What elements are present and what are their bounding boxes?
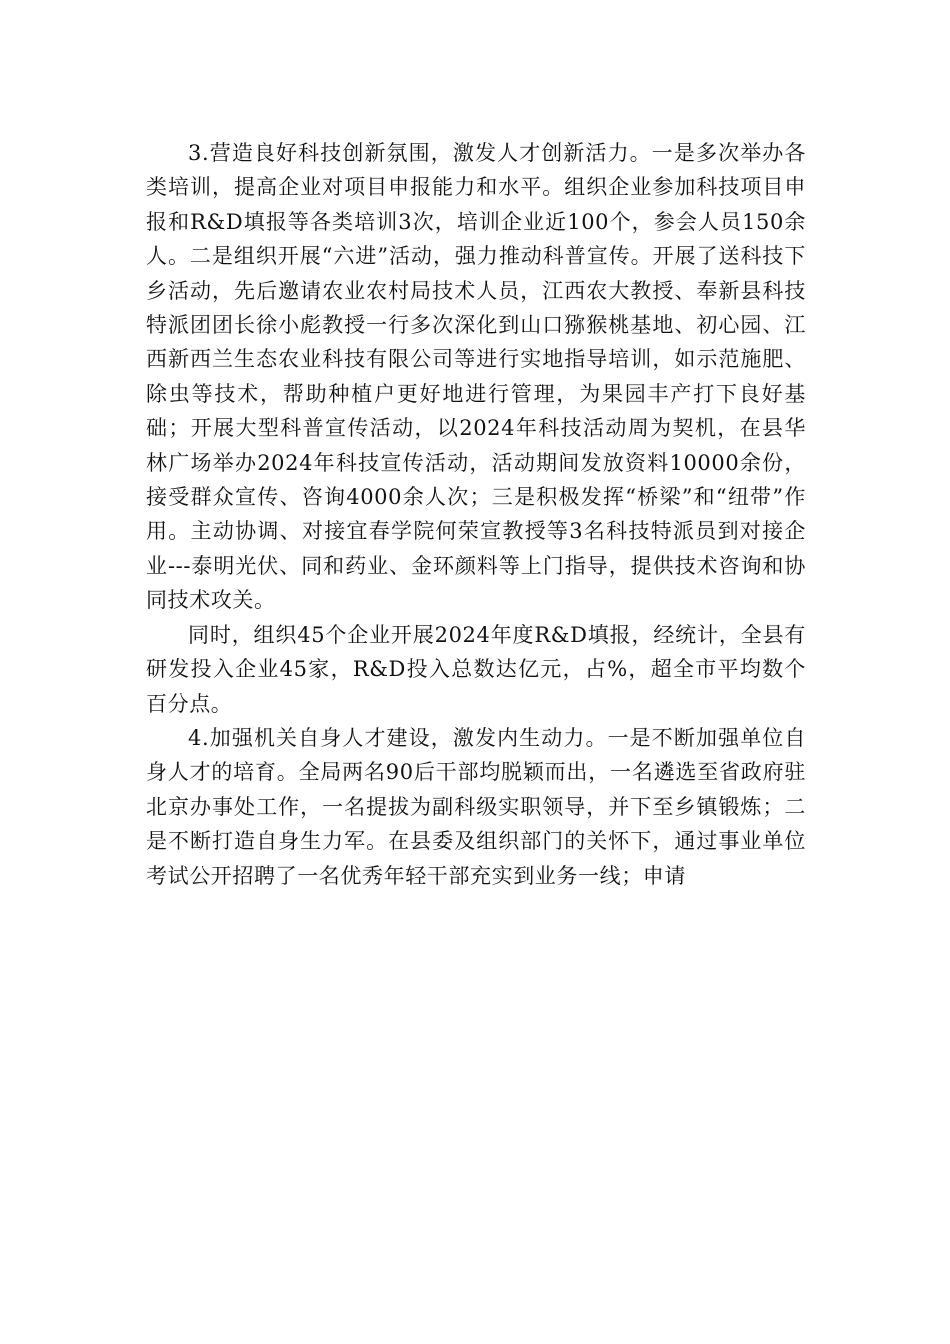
- paragraph-rd-statistics: 同时，组织45个企业开展2024年度R&D填报，经统计，全县有研发投入企业45家，R&D投入总数达亿元，占%，超全市平均数个百分点。: [146, 622, 806, 716]
- paragraph-tech-innovation: 3.营造良好科技创新氛围，激发人才创新活力。一是多次举办各类培训，提高企业对项目申报能力和水平。组织企业参加科技项目申报和R&D填报等各类培训3次，培训企业近100个，参会人员150余人。二是组织开展“六进”活动，强力推动科普宣传。开展了送科技下乡活动，先后邀请农业农村局技术人员，江西农大教授、奉新县科技特派团团长徐小彪教授一行多次深化到山口猕猴桃基地、初心园、江西新西兰生态农业科技有限公司等进行实地指导培训，如示范施肥、除虫等技术，帮助种植户更好地进行管理，为果园丰产打下良好基础；开展大型科普宣传活动，以2024年科技活动周为契机，在县华林广场举办2024年科技宣传活动，活动期间发放资料10000余份，接受群众宣传、咨询4000余人次；三是积极发挥“桥梁”和“纽带”作用。主动协调、对接宜春学院何荣宣教授等3名科技特派员到对接企业---泰明光伏、同和药业、金环颜料等上门指导，提供技术咨询和协同技术攻关。: [146, 141, 806, 613]
- paragraph-talent-building: 4.加强机关自身人才建设，激发内生动力。一是不断加强单位自身人才的培育。全局两名90后干部均脱颖而出，一名遴选至省政府驻北京办事处工作，一名提拔为副科级实职领导，并下至乡镇锻炼；二是不断打造自身生力军。在县委及组织部门的关怀下，通过事业单位考试公开招聘了一名优秀年轻干部充实到业务一线；申请: [146, 725, 806, 888]
- document-body: [146, 136, 806, 893]
